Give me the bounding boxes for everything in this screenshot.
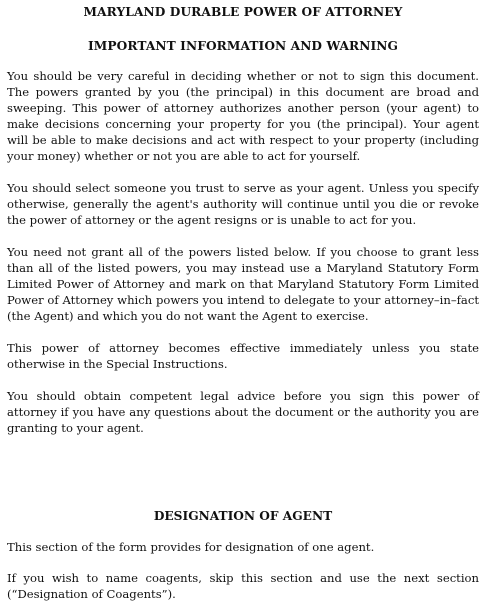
warning-paragraph-effective: This power of attorney becomes effective immediately unless you state otherwise in the Special Instructions. bbox=[7, 341, 479, 371]
document-subtitle: IMPORTANT INFORMATION AND WARNING bbox=[87, 39, 399, 53]
warning-paragraph-select-agent: You should select someone you trust to serve as your agent. Unless you specify otherwise, generally the agent's authority will continue until you die or revoke the power of attorney or the agent resigns or is unable to act for you. bbox=[7, 181, 479, 227]
section-heading-designation-of-agent: DESIGNATION OF AGENT bbox=[153, 509, 333, 523]
warning-paragraph-legal-advice: You should obtain competent legal advice before you sign this power of attorney if you have any questions about the document or the authority you are granting to your agent. bbox=[7, 389, 479, 435]
warning-paragraph-careful: You should be very careful in deciding whether or not to sign this document. The powers granted by you (the principal) in this document are broad and sweeping. This power of attorney authorizes another person (your agent) to make decisions concerning your property for you (the principal). Your agent will be able to make decisions and act with respect to your property (including your money) whether or not you are able to act for yourself. bbox=[7, 69, 479, 163]
section-paragraph-coagents: If you wish to name coagents, skip this section and use the next section (“Designation of Coagents”). bbox=[7, 571, 479, 601]
warning-paragraph-limited-powers: You need not grant all of the powers listed below. If you choose to grant less than all of the listed powers, you may instead use a Maryland Statutory Form Limited Power of Attorney and mark on that Maryland Statutory Form Limited Power of Attorney which powers you intend to delegate to your attorney–in–fact (the Agent) and which you do not want the Agent to exercise. bbox=[7, 245, 479, 323]
section-paragraph-one-agent: This section of the form provides for designation of one agent. bbox=[7, 540, 375, 554]
document-title: MARYLAND DURABLE POWER OF ATTORNEY bbox=[83, 5, 403, 19]
